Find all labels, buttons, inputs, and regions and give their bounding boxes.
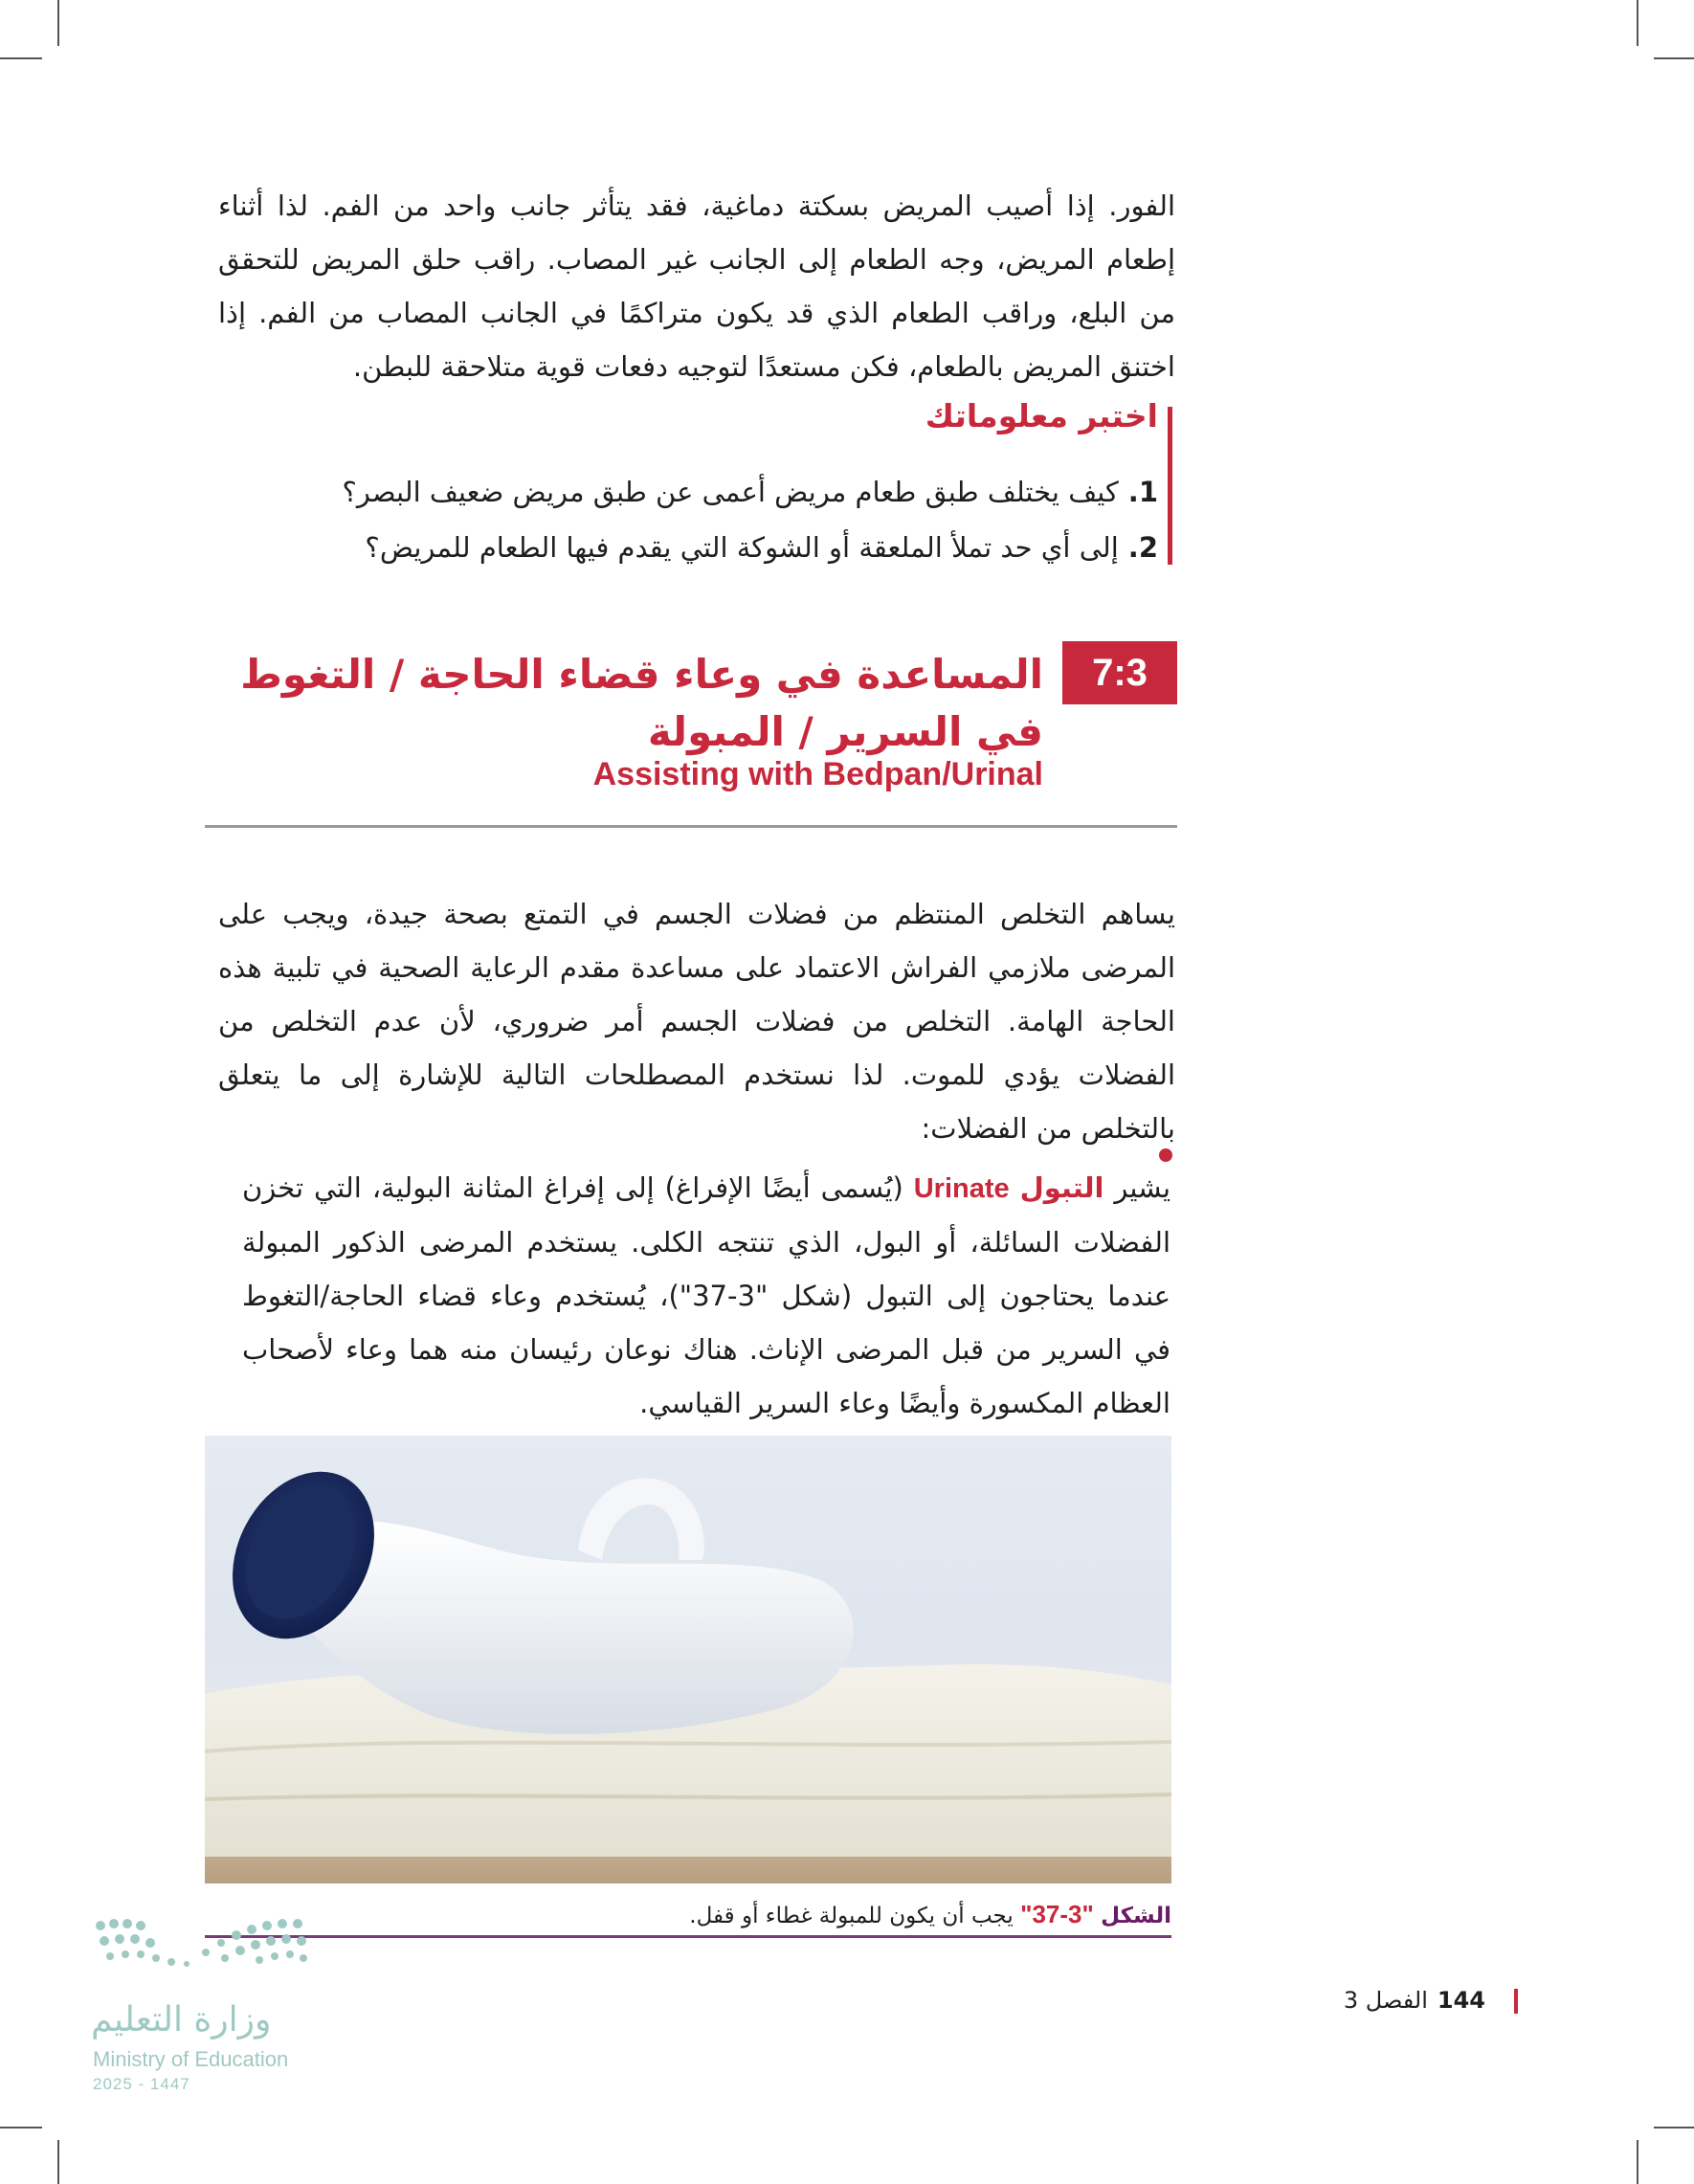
caption-text: يجب أن يكون للمبولة غطاء أو قفل. <box>689 1904 1014 1928</box>
intro-paragraph: الفور. إذا أصيب المريض بسكتة دماغية، فقد يتأثر جانب واحد من الفم. لذا أثناء إطعام المريض، وجه الطعام إلى الجانب غير المصاب. راقب حلق المريض للتحقق من البلع، وراقب الطعام الذي قد يكون متراكمًا في الجانب المصاب من الفم. إذا اختنق المريض بالطعام، فكن مستعدًا لتوجيه دفعات قوية متلاحقة للبطن. <box>218 189 1175 383</box>
section-title-arabic: المساعدة في وعاء قضاء الحاجة / التغوط في السرير / المبولة <box>240 651 1043 755</box>
page-footer <box>1344 1987 1485 2014</box>
crop-mark <box>1637 2140 1638 2184</box>
ministry-name-english: Ministry of Education <box>93 2047 289 2071</box>
quiz-item-text: إلى أي حد تملأ الملعقة أو الشوكة التي يقدم فيها الطعام للمريض؟ <box>365 531 1119 564</box>
quiz-item-text: كيف يختلف طبق طعام مريض أعمى عن طبق مريض ضعيف البصر؟ <box>342 476 1119 508</box>
urinal-photo <box>205 1436 1171 1883</box>
caption-label: الشكل <box>1101 1904 1171 1928</box>
crop-mark <box>0 2127 42 2128</box>
quiz-item-number: 1. <box>1127 476 1158 508</box>
urinal-illustration <box>205 1436 1171 1883</box>
quiz-item <box>342 520 1158 575</box>
section-divider <box>205 825 1177 828</box>
quiz-list <box>342 464 1158 575</box>
figure-caption <box>689 1900 1171 1929</box>
crop-mark <box>0 57 42 59</box>
body-paragraph: يساهم التخلص المنتظم من فضلات الجسم في التمتع بصحة جيدة، ويجب على المرضى ملازمي الفراش الاعتماد على مساعدة مقدم الرعاية الصحية في تلبية هذه الحاجة الهامة. التخلص من فضلات الجسم أمر ضروري، لأن عدم التخلص من الفضلات يؤدي للموت. لذا نستخدم المصطلحات التالية للإشارة إلى ما يتعلق بالتخلص من الفضلات: <box>218 898 1175 1145</box>
chapter-label: الفصل 3 <box>1343 1987 1428 2014</box>
bullet-prefix: يشير <box>1103 1171 1171 1204</box>
ministry-name-arabic: وزارة التعليم <box>91 2000 272 2039</box>
caption-divider <box>205 1935 1171 1938</box>
caption-number: "3-37" <box>1020 1900 1094 1928</box>
crop-mark <box>1654 2127 1694 2128</box>
section-number-badge: 7:3 <box>1062 641 1177 704</box>
section-title-english: Assisting with Bedpan/Urinal <box>592 756 1043 792</box>
bullet-text: (يُسمى أيضًا الإفراغ) إلى إفراغ المثانة البولية، التي تخزن الفضلات السائلة، أو البول، الذي تنتجه الكلى. يستخدم المرضى الذكور المبولة عندما يحتاجون إلى التبول (شكل "3-37")، يُستخدم وعاء قضاء الحاجة/التغوط في السرير من قبل المرضى الإناث. هناك نوعان رئيسان منه هما وعاء لأصحاب العظام المكسورة وأيضًا وعاء السرير القياسي. <box>242 1171 1170 1419</box>
quiz-item <box>342 464 1158 520</box>
quiz-item-number: 2. <box>1127 531 1158 564</box>
ministry-year: 2025 - 1447 <box>93 2075 190 2093</box>
quiz-title: اختبر معلوماتك <box>925 397 1158 435</box>
bullet-paragraph <box>242 1161 1170 1430</box>
crop-mark <box>1637 0 1638 46</box>
bullet-icon <box>1159 1148 1172 1162</box>
page-number: 144 <box>1437 1987 1485 2014</box>
crop-mark <box>1654 57 1694 59</box>
quiz-accent-bar <box>1168 407 1172 565</box>
footer-accent-bar <box>1514 1989 1518 2014</box>
crop-mark <box>57 0 59 46</box>
term-english: Urinate <box>913 1173 1010 1204</box>
term-arabic: التبول <box>1019 1171 1104 1204</box>
crop-mark <box>57 2140 59 2184</box>
